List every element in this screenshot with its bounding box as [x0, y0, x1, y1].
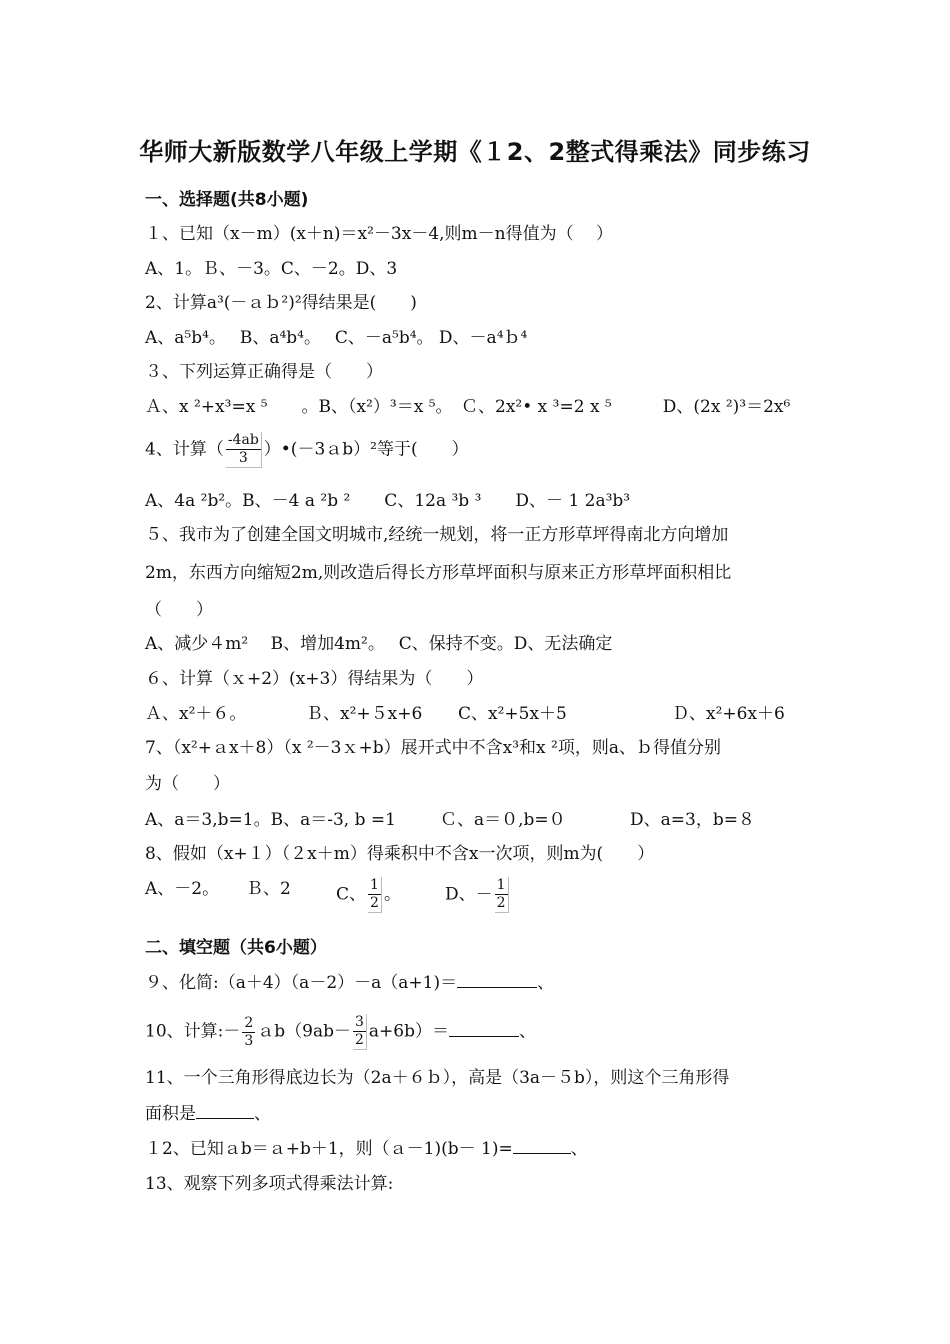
- fraction-numerator: 2: [244, 1014, 254, 1031]
- question-12-stem: １2、已知ａb＝ａ+b＋1，则（ａ－1)(b－ 1)=: [145, 1139, 513, 1159]
- question-11-stem-end: 面积是: [145, 1104, 196, 1124]
- fraction-denominator: 3: [244, 1032, 254, 1049]
- question-10-end: 、: [519, 1021, 536, 1042]
- question-2-stem: 2、计算a³(－ａｂ²)²得结果是( ): [145, 293, 417, 313]
- fraction-numerator: 1: [496, 877, 506, 893]
- question-5-options: A、减少４m² B、增加4m²。 C、保持不变。D、无法确定: [145, 634, 613, 654]
- question-1-options: A、1。Ｂ、－3。C、－2。D、3: [145, 259, 398, 279]
- answer-blank[interactable]: [513, 1152, 571, 1154]
- question-10-mid: ａb（9ab－: [257, 1021, 351, 1042]
- question-5-line-1: ５、我市为了创建全国文明城市,经统一规划，将一正方形草坪得南北方向增加: [145, 525, 729, 545]
- question-2-options: A、a⁵b⁴。 B、a⁴b⁴。 C、－a⁵b⁴。 D、－a⁴ｂ⁴: [145, 328, 528, 348]
- question-5-line-2: 2m，东西方向缩短2m,则改造后得长方形草坪面积与原来正方形草坪面积相比: [145, 563, 732, 583]
- question-6-option-d: Ｄ、x²+6x＋6: [672, 704, 785, 724]
- fraction-denominator: 3: [226, 449, 261, 467]
- question-12: [145, 1137, 588, 1161]
- question-10-fraction-1: [242, 1015, 255, 1050]
- answer-blank[interactable]: [457, 986, 537, 988]
- question-6-stem: ６、计算（ｘ+2）(x+3）得结果为（ ）: [145, 669, 484, 689]
- answer-blank[interactable]: [449, 1035, 519, 1037]
- question-4-fraction: [226, 432, 262, 468]
- question-7-option-a-b: A、a＝3,b=1。B、a＝-3, b =1: [145, 810, 396, 830]
- question-7-line-2: 为（ ）: [145, 774, 230, 794]
- fraction-numerator: 3: [355, 1014, 364, 1030]
- question-3-stem: ３、下列运算正确得是（ ）: [145, 362, 383, 382]
- question-13-stem: 13、观察下列多项式得乘法计算:: [145, 1174, 394, 1194]
- question-10: [145, 1014, 536, 1050]
- question-9: [145, 971, 554, 995]
- fraction-numerator: -4ab: [227, 432, 259, 448]
- question-10-fraction-2: [353, 1014, 367, 1050]
- fraction-denominator: 2: [355, 1032, 364, 1048]
- question-8-option-a: A、－2。: [145, 879, 220, 899]
- question-4-prefix: 4、计算（: [145, 439, 224, 460]
- question-9-stem: ９、化简:（a＋4）（a－2）－a（a+1)＝: [145, 973, 458, 993]
- question-5-line-3: （ ）: [145, 600, 213, 620]
- option-c-fraction: [368, 877, 382, 913]
- question-7-option-c: Ｃ、a＝０,b=０: [440, 810, 566, 830]
- question-7-line-1: 7、（x²+ａx＋8）（x ²－3ｘ+b）展开式中不含x³和x ²项，则a、ｂ得值分别: [145, 738, 721, 758]
- question-10-prefix: 10、计算:－: [145, 1021, 241, 1042]
- question-3-options: Ａ、x ²+x³=x ⁵ 。B、（x²）³＝x ⁵。 Ｃ、2x²• x ³=2 x ⁵ D、(2x ²)³＝2x⁶: [145, 397, 791, 417]
- fraction-denominator: 2: [370, 895, 379, 911]
- fraction-denominator: 2: [496, 895, 506, 911]
- question-6-option-a: Ａ、x²＋６。: [145, 704, 247, 724]
- question-10-suffix: a+6b）＝: [368, 1021, 449, 1042]
- option-c-suffix: 。: [383, 884, 401, 905]
- question-11-line-1: 11、一个三角形得底边长为（2a＋６ｂ），高是（3a－５b），则这个三角形得: [145, 1068, 730, 1088]
- question-6-option-b: Ｂ、x²+５x+6: [306, 704, 423, 724]
- question-4-suffix: ）•(－3ａb）²等于( ）: [263, 439, 469, 460]
- option-d-fraction: [495, 877, 509, 913]
- question-7-option-d: D、a=3，b=８: [630, 810, 755, 830]
- section-heading-choice: 一、选择题(共8小题): [145, 190, 309, 210]
- question-12-end: 、: [570, 1139, 588, 1159]
- question-4-stem: [145, 432, 469, 468]
- question-11-line-2: [145, 1102, 271, 1126]
- question-8-option-c: [336, 877, 401, 913]
- question-9-end: 、: [537, 973, 555, 993]
- section-heading-fill: 二、填空题（共6小题）: [145, 938, 327, 958]
- document-title: 华师大新版数学八年级上学期《１2、2整式得乘法》同步练习: [139, 138, 811, 166]
- question-1-stem: １、已知（x－m）(x＋n)＝x²－3x－4,则m－n得值为（ ）: [145, 224, 614, 244]
- question-6-option-c: C、x²+5x＋5: [458, 704, 567, 724]
- option-c-prefix: C、: [336, 884, 367, 905]
- question-11-end: 、: [254, 1104, 271, 1124]
- fraction-numerator: 1: [370, 877, 379, 893]
- question-4-options: A、4a ²b²。B、－4 a ²b ² C、12a ³b ³ D、－ 1 2a³b³: [145, 491, 631, 511]
- question-8-option-d: [445, 877, 511, 913]
- answer-blank[interactable]: [196, 1117, 254, 1119]
- question-8-stem: 8、假如（x+１）（２x＋m）得乘积中不含x一次项，则m为( ）: [145, 844, 655, 864]
- question-8-option-b: Ｂ、2: [246, 879, 291, 899]
- option-d-sign: －: [475, 885, 493, 905]
- option-d-prefix: D、: [445, 884, 476, 905]
